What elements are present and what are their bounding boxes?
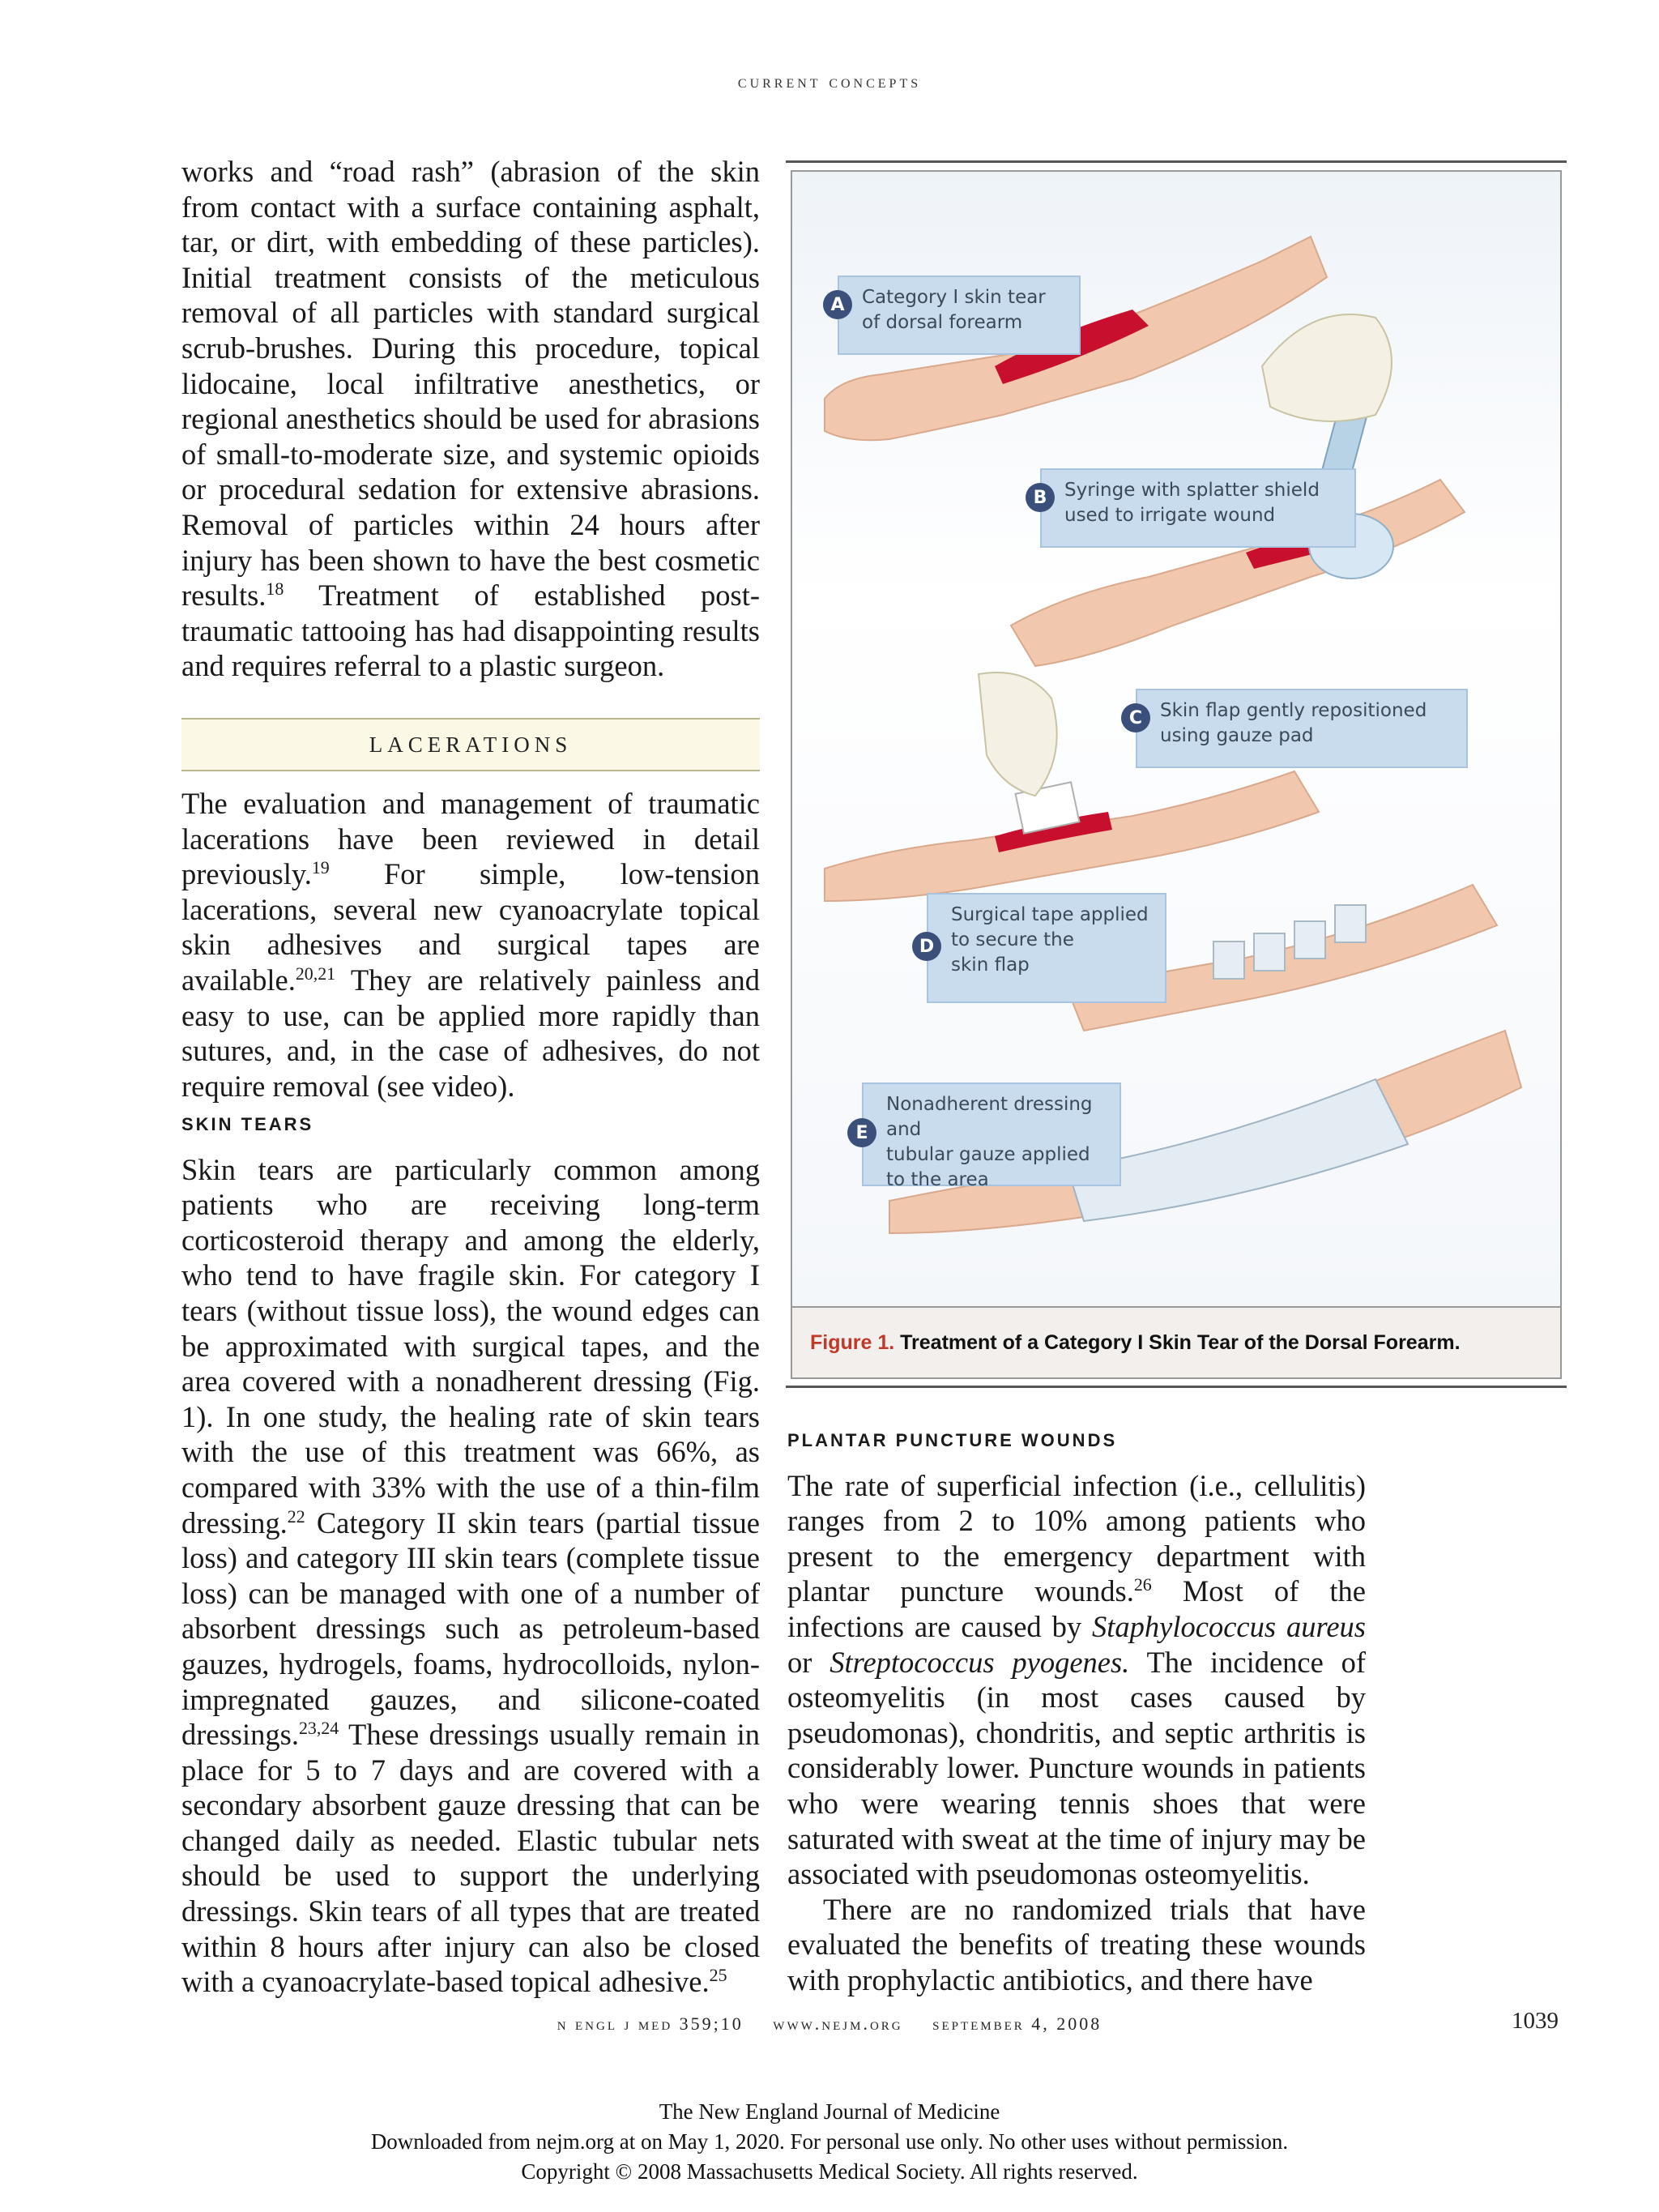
ref-18: 18 (266, 579, 284, 599)
ref-22: 22 (287, 1505, 305, 1527)
ref-20-21: 20,21 (295, 963, 336, 984)
plantar-text-3: or (787, 1645, 830, 1679)
abrasion-paragraph (181, 154, 760, 684)
plantar-section (787, 1423, 1366, 1998)
badge-c: C (1121, 703, 1150, 732)
footer-date: september 4, 2008 (932, 2013, 1102, 2034)
plantar-text-4: The incidence of osteomyelitis (in most cases caused by pseudomonas), chondritis, and septic arthritis is considerably lower. Puncture wounds in patients who were wearing tennis shoes that were saturated with sweat at the time of injury may be associated with pseudomonas osteomyelitis. (787, 1645, 1366, 1891)
download-line-2: Downloaded from nejm.org at on May 1, 2020. For personal use only. No other uses without permission. (370, 2129, 1289, 2154)
plantar-text-2: Most of the infections are caused by (787, 1574, 1366, 1643)
download-notice (0, 2097, 1659, 2187)
callout-d-line2: to secure the (951, 929, 1074, 950)
lacerations-paragraph (181, 786, 760, 1104)
abrasion-text: works and “road rash” (abrasion of the skin from contact with a surface containing asphalt, tar, or dirt, with embedding of these particles). Initial treatment consists of the meticulous removal of all particles with standard surgical scrub-brushes. During this procedure, topical lidocaine, local infiltrative anesthetics, or regional anesthetics should be used for abrasions of small-to-moderate size, and systemic opioids or procedural sedation for extensive abrasions. Removal of particles within 24 hours after injury has been shown to have the best cosmetic results. (181, 155, 760, 613)
skin-tears-heading: SKIN TEARS (181, 1114, 314, 1134)
callout-d (927, 893, 1166, 1003)
badge-d: D (912, 932, 941, 961)
callout-e (862, 1083, 1121, 1190)
plantar-text-1: The rate of superficial infection (i.e., cellulitis) ranges from 2 to 10% among patients who present to the emergency department with plantar puncture wounds. (787, 1468, 1366, 1608)
callout-c (1136, 689, 1468, 768)
footer-site[interactable]: www.nejm.org (773, 2013, 903, 2034)
figure-caption-label: Figure 1. (810, 1330, 895, 1354)
badge-b: B (1026, 483, 1055, 512)
callout-b-line1: Syringe with splatter shield (1064, 480, 1320, 501)
abrasion-text-cont: Treatment of established post-traumatic tattooing has had disappointing results and requires referral to a plastic surgeon. (181, 579, 760, 683)
callout-e-line3: to the area (886, 1169, 989, 1190)
figure-caption-text: Treatment of a Category I Skin Tear of the Dorsal Forearm. (900, 1330, 1461, 1354)
figure-panel (791, 170, 1562, 1379)
download-line-1: The New England Journal of Medicine (659, 2099, 1000, 2124)
organism-staph: Staphylococcus aureus (1092, 1609, 1367, 1643)
journal-footer (0, 2013, 1659, 2035)
figure-caption (792, 1306, 1560, 1377)
skin-tears-text-2: Category II skin tears (partial tissue loss) and category III skin tears (complete tissue loss) can be managed with one of a number of absorbent dressings such as petroleum-based gauzes, hydrogels, foams, hydrocolloids, nylon-impregnated gauzes, and silicone-coated dressings. (181, 1505, 760, 1752)
callout-a-line2: of dorsal forearm (862, 312, 1023, 333)
callout-d-line3: skin flap (951, 954, 1030, 976)
callout-e-line1: Nonadherent dressing and (886, 1094, 1093, 1140)
figure-1 (786, 160, 1567, 1387)
callout-b-line2: used to irrigate wound (1064, 505, 1276, 526)
badge-a: A (823, 290, 852, 319)
lacerations-text-3: They are relatively painless and easy to use, can be applied more rapidly than sutures, and, in the case of adhesives, do not require removal (see video). (181, 963, 760, 1103)
ref-26: 26 (1133, 1574, 1152, 1595)
skin-tears-text-3: These dressings usually remain in place for 5 to 7 days and are covered with a secondary absorbent gauze dressing that can be changed daily as needed. Elastic tubular nets should be used to support the underlying dressings. Skin tears of all types that are treated within 8 hours after injury can also be closed with a cyanoacrylate-based topical adhesive. (181, 1718, 760, 1999)
lacerations-text-2: For simple, low-tension lacerations, several new cyanoacrylate topical skin adhesives and surgical tapes are available. (181, 857, 760, 997)
ref-23-24: 23,24 (298, 1717, 339, 1738)
figure-top-rule (786, 160, 1567, 163)
lacerations-heading: LACERATIONS (369, 732, 573, 757)
lacerations-text-1: The evaluation and management of traumatic lacerations have been reviewed in detail previously. (181, 787, 760, 891)
skin-tears-text-1: Skin tears are particularly common among patients who are receiving long-term corticosteroid therapy and among the elderly, who tend to have fragile skin. For category I tears (without tissue loss), the wound edges can be approximated with surgical tapes, and the area covered with a nonadherent dressing (Fig. 1). In one study, the healing rate of skin tears with the use of this treatment was 66%, as compared with 33% with the use of a thin-film dressing. (181, 1152, 760, 1539)
organism-strep: Streptococcus pyogenes. (830, 1645, 1130, 1679)
footer-journal: n engl j med 359;10 (557, 2013, 744, 2034)
plantar-heading: PLANTAR PUNCTURE WOUNDS (787, 1430, 1118, 1450)
callout-a (838, 275, 1081, 355)
running-head: current concepts (737, 71, 922, 92)
download-line-3: Copyright © 2008 Massachusetts Medical Society. All rights reserved. (521, 2159, 1138, 2184)
ref-19: 19 (311, 857, 330, 878)
callout-c-line1: Skin flap gently repositioned (1160, 700, 1427, 721)
callout-b (1040, 468, 1356, 548)
callout-d-line1: Surgical tape applied (951, 904, 1149, 925)
lacerations-section-header (181, 718, 760, 771)
callout-c-line2: using gauze pad (1160, 725, 1314, 746)
skin-tears-section (181, 1107, 760, 2000)
ref-25: 25 (709, 1965, 727, 1986)
callout-e-line2: tubular gauze applied (886, 1144, 1090, 1165)
plantar-paragraph-2: There are no randomized trials that have evaluated the benefits of treating these wounds with prophylactic antibiotics, and there have (787, 1892, 1366, 1996)
callout-a-line1: Category I skin tear (862, 287, 1046, 308)
badge-e: E (847, 1118, 876, 1147)
page-number: 1039 (1512, 2008, 1559, 2034)
figure-bottom-rule (786, 1386, 1567, 1388)
